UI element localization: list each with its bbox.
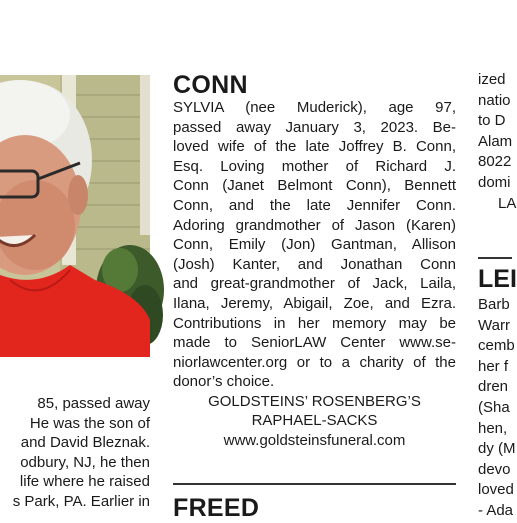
text-line: (Josh) Kanter, and Jonathan Conn [173, 255, 456, 273]
conn-obituary [173, 72, 456, 450]
text-line: passed away January 3, 2023. Be- [173, 118, 456, 136]
text-line: niorlawcenter.org or to a charity of the [173, 353, 456, 371]
text-line: loved [478, 481, 514, 499]
left-obituary-fragment [0, 394, 150, 512]
text-line: s Park, PA. Earlier in [12, 492, 150, 510]
text-line: ized [478, 71, 506, 88]
text-line: Alam [478, 132, 513, 150]
text-line: cemb [478, 337, 515, 355]
funeral-home-name: GOLDSTEINS’ ROSENBERG’S [208, 392, 421, 410]
text-line: Ilana, Jeremy, Abigail, Zoe, and Ezra. [173, 294, 456, 312]
text-line: Contributions in her memory may be [173, 314, 456, 332]
text-line: dy (M [478, 440, 516, 458]
text-line: and David Bleznak. [20, 434, 150, 452]
text-line: LA [498, 194, 517, 212]
text-line: Barb [478, 296, 510, 313]
obituary-surname: CONN [173, 71, 248, 99]
text-line: donor’s choice. [173, 373, 275, 391]
text-line: 85, passed away [37, 395, 150, 412]
text-line: Warr [478, 316, 510, 334]
text-line: dren [478, 378, 509, 396]
text-line: to D [478, 112, 506, 130]
text-line: Conn, Emily (Jon) Gantman, Allison [173, 236, 456, 254]
text-line: and great-grandmother of Jack, Laila, [173, 275, 456, 293]
text-line: (Sha [478, 398, 510, 416]
text-line: hen, [478, 419, 508, 437]
text-line: - Ada [478, 501, 514, 519]
funeral-home [173, 392, 456, 450]
obituary-photo [0, 75, 150, 357]
text-line: He was the son of [29, 414, 150, 432]
right-obituary-body-fragment [478, 295, 516, 519]
text-line: odbury, NJ, he then [20, 453, 150, 471]
section-divider [173, 483, 456, 485]
obituary-surname: FREED [173, 494, 260, 522]
section-divider [478, 257, 512, 259]
funeral-home-url: www.goldsteinsfuneral.com [223, 431, 406, 449]
text-line: Adoring grandmother of Jason (Karen) [173, 216, 456, 234]
text-line: Esq. Loving mother of Richard J. [173, 157, 456, 175]
text-line: natio [478, 91, 511, 109]
text-line: Conn (Janet Belmont Conn), Bennett [173, 177, 456, 195]
text-line: loved wife of the late Joffrey B. Conn, [173, 138, 456, 156]
text-line: devo [478, 460, 511, 478]
text-line: 8022 [478, 153, 512, 171]
text-line: SYLVIA (nee Muderick), age 97, [173, 99, 456, 116]
obituary-surname: LEI [478, 265, 517, 293]
obituary-body [173, 98, 456, 392]
text-line: life where he raised [19, 473, 150, 491]
text-line: Conn, and the late Jennifer Conn. [173, 196, 456, 214]
text-line: domi [478, 173, 511, 191]
text-line: her f [478, 357, 509, 375]
funeral-home-name-2: RAPHAEL-SACKS [251, 412, 378, 430]
text-line: made to SeniorLAW Center www.se- [173, 334, 456, 352]
